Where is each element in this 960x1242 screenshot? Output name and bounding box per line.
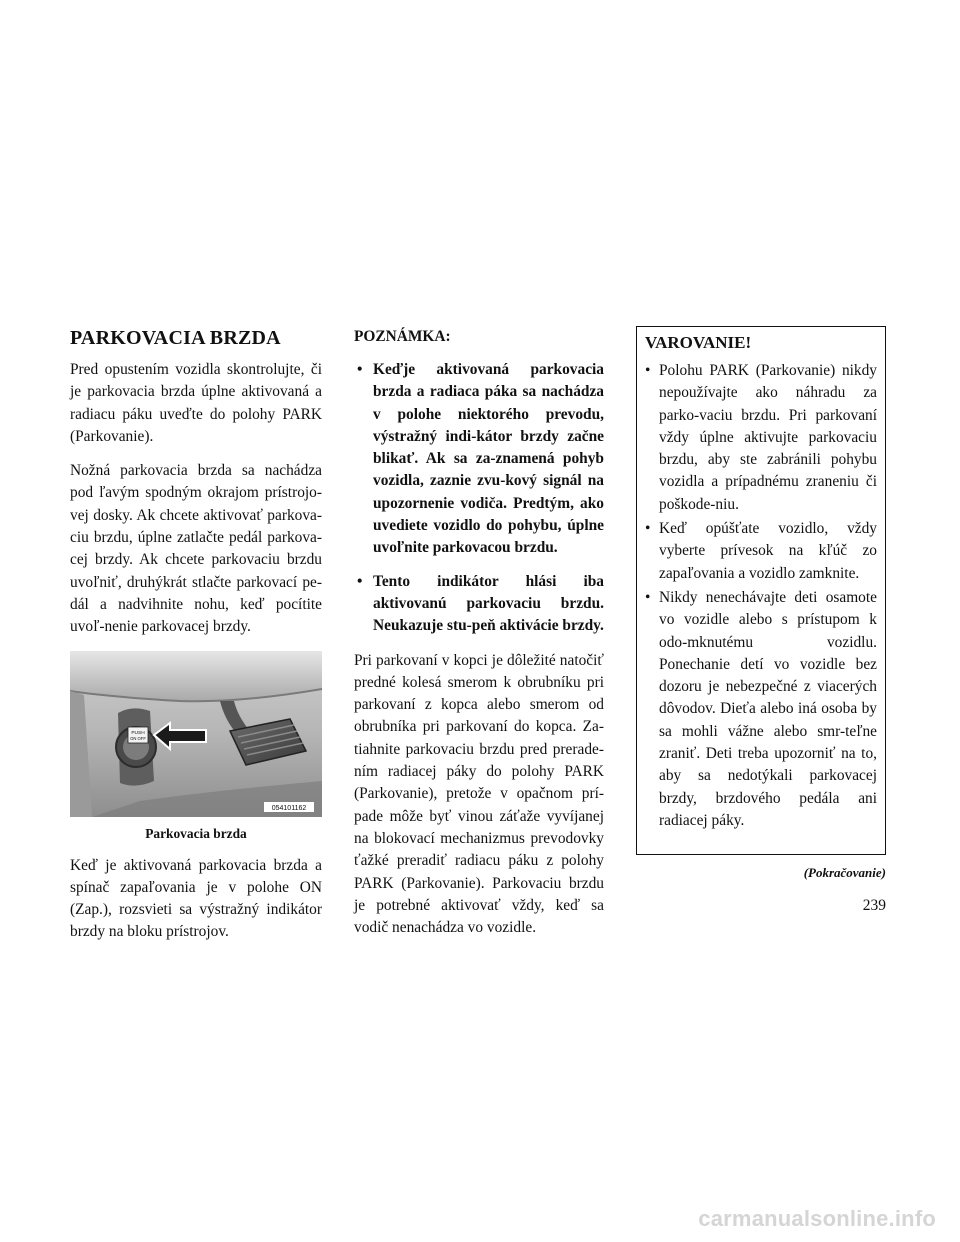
- column-middle: [354, 326, 604, 951]
- figure-caption: Parkovacia brzda: [145, 825, 247, 841]
- switch-label-line1: PUSH: [131, 730, 145, 736]
- paragraph: Pri parkovaní v kopci je dôležité natočiť predné kolesá smerom k obrubníku pri parkovaní z kopca alebo smerom od obrubníka pri parkovaní do kopca. Za-tiahnite parkovaciu brzdu pred prerade-ním radiacej páky do polohy PARK (Parkovanie), pretože v opačnom prí-pade môže byť vinou záťaže vyvíjanej na blokovací mechanizmus prevodovky ťažké preradiť radiacu páku z polohy PARK (Parkovanie). Parkovaciu brzdu je potrebné aktivovať vždy, keď sa vodič nenachádza vo vozidle.: [354, 651, 604, 937]
- warning-item: • Keď opúšťate vozidlo, vždy vyberte prívesok na kľúč zo zapaľovania a vozidlo zamknite.: [645, 518, 877, 585]
- column-left: [70, 326, 322, 956]
- figure-code: 054101162: [271, 804, 307, 812]
- paragraph: Keď je aktivovaná parkovacia brzda a spínač zapaľovania je v polohe ON (Zap.), rozsvieti sa výstražný indikátor brzdy na bloku prístrojov.: [70, 856, 322, 941]
- note-item: • Tento indikátor hlási iba aktivovanú parkovaciu brzdu. Neukazuje stu-peň aktivácie brzdy.: [354, 571, 604, 638]
- watermark[interactable]: carmanualsonline.info: [698, 1206, 936, 1231]
- warning-list: [645, 360, 877, 832]
- note-list: [354, 359, 604, 638]
- paragraph: Pred opustením vozidla skontrolujte, či je parkovacia brzda úplne aktivovaná a radiacu páku uveďte do polohy PARK (Parkovanie).: [70, 361, 322, 445]
- section-title: PARKOVACIA BRZDA: [70, 327, 281, 349]
- warning-item: • Nikdy nenechávajte deti osamote vo vozidle alebo s prístupom k odo-mknutému vozidlu. Ponechanie detí vo vozidle bez dozoru je nebezpečné z viacerých dôvodov. Dieťa alebo iná osoba by sa mohli vážne alebo smr-teľne zraniť. Deti treba upozorniť na to, aby sa nedotýkali parkovacej brzdy, brzdového pedála ani radiacej páky.: [645, 587, 877, 832]
- page-number: 239: [862, 897, 886, 914]
- note-item: • Keďje aktivovaná parkovacia brzda a radiaca páka sa nachádza v polohe niektorého prevodu, výstražný indi-kátor brzdy začne blikať. Ak sa za-znamená pohyb vozidla, zaznie zvu-kový signál na upozornenie vodiča. Predtým, ako uvediete vozidlo do pohybu, úplne uvoľnite parkovacou brzdu.: [354, 359, 604, 560]
- paragraph: Nožná parkovacia brzda sa nachádza pod ľavým spodným okrajom prístrojo-vej dosky. Ak chcete aktivovať parkova-ciu brzdu, úplne zatlačte pedál parkova-cej brzdy. Ak chcete parkovaciu brzdu uvoľniť, druhýkrát stlačte parkovací pe-dál a nadvihnite nohu, keď pocítite uvoľ-nenie parkovacej brzdy.: [70, 462, 322, 636]
- warning-box: [636, 326, 886, 855]
- dashboard-underside: [70, 651, 322, 701]
- warning-title: VAROVANIE!: [645, 333, 752, 352]
- warning-item: • Polohu PARK (Parkovanie) nikdy nepoužívajte ako náhradu za parko-vaciu brzdu. Pri parkovaní vždy úplne aktivujte parkovaciu brzdu, aby ste zabránili pohybu vozidla a prípadnému zraneniu či poškode-niu.: [645, 360, 877, 516]
- switch-label-line2: ON OFF: [130, 735, 146, 741]
- continued-label: (Pokračovanie): [803, 865, 886, 881]
- parking-brake-figure: [70, 651, 322, 817]
- note-title: POZNÁMKA:: [354, 328, 451, 345]
- parking-brake-photo: [70, 651, 322, 817]
- column-right: [636, 326, 886, 882]
